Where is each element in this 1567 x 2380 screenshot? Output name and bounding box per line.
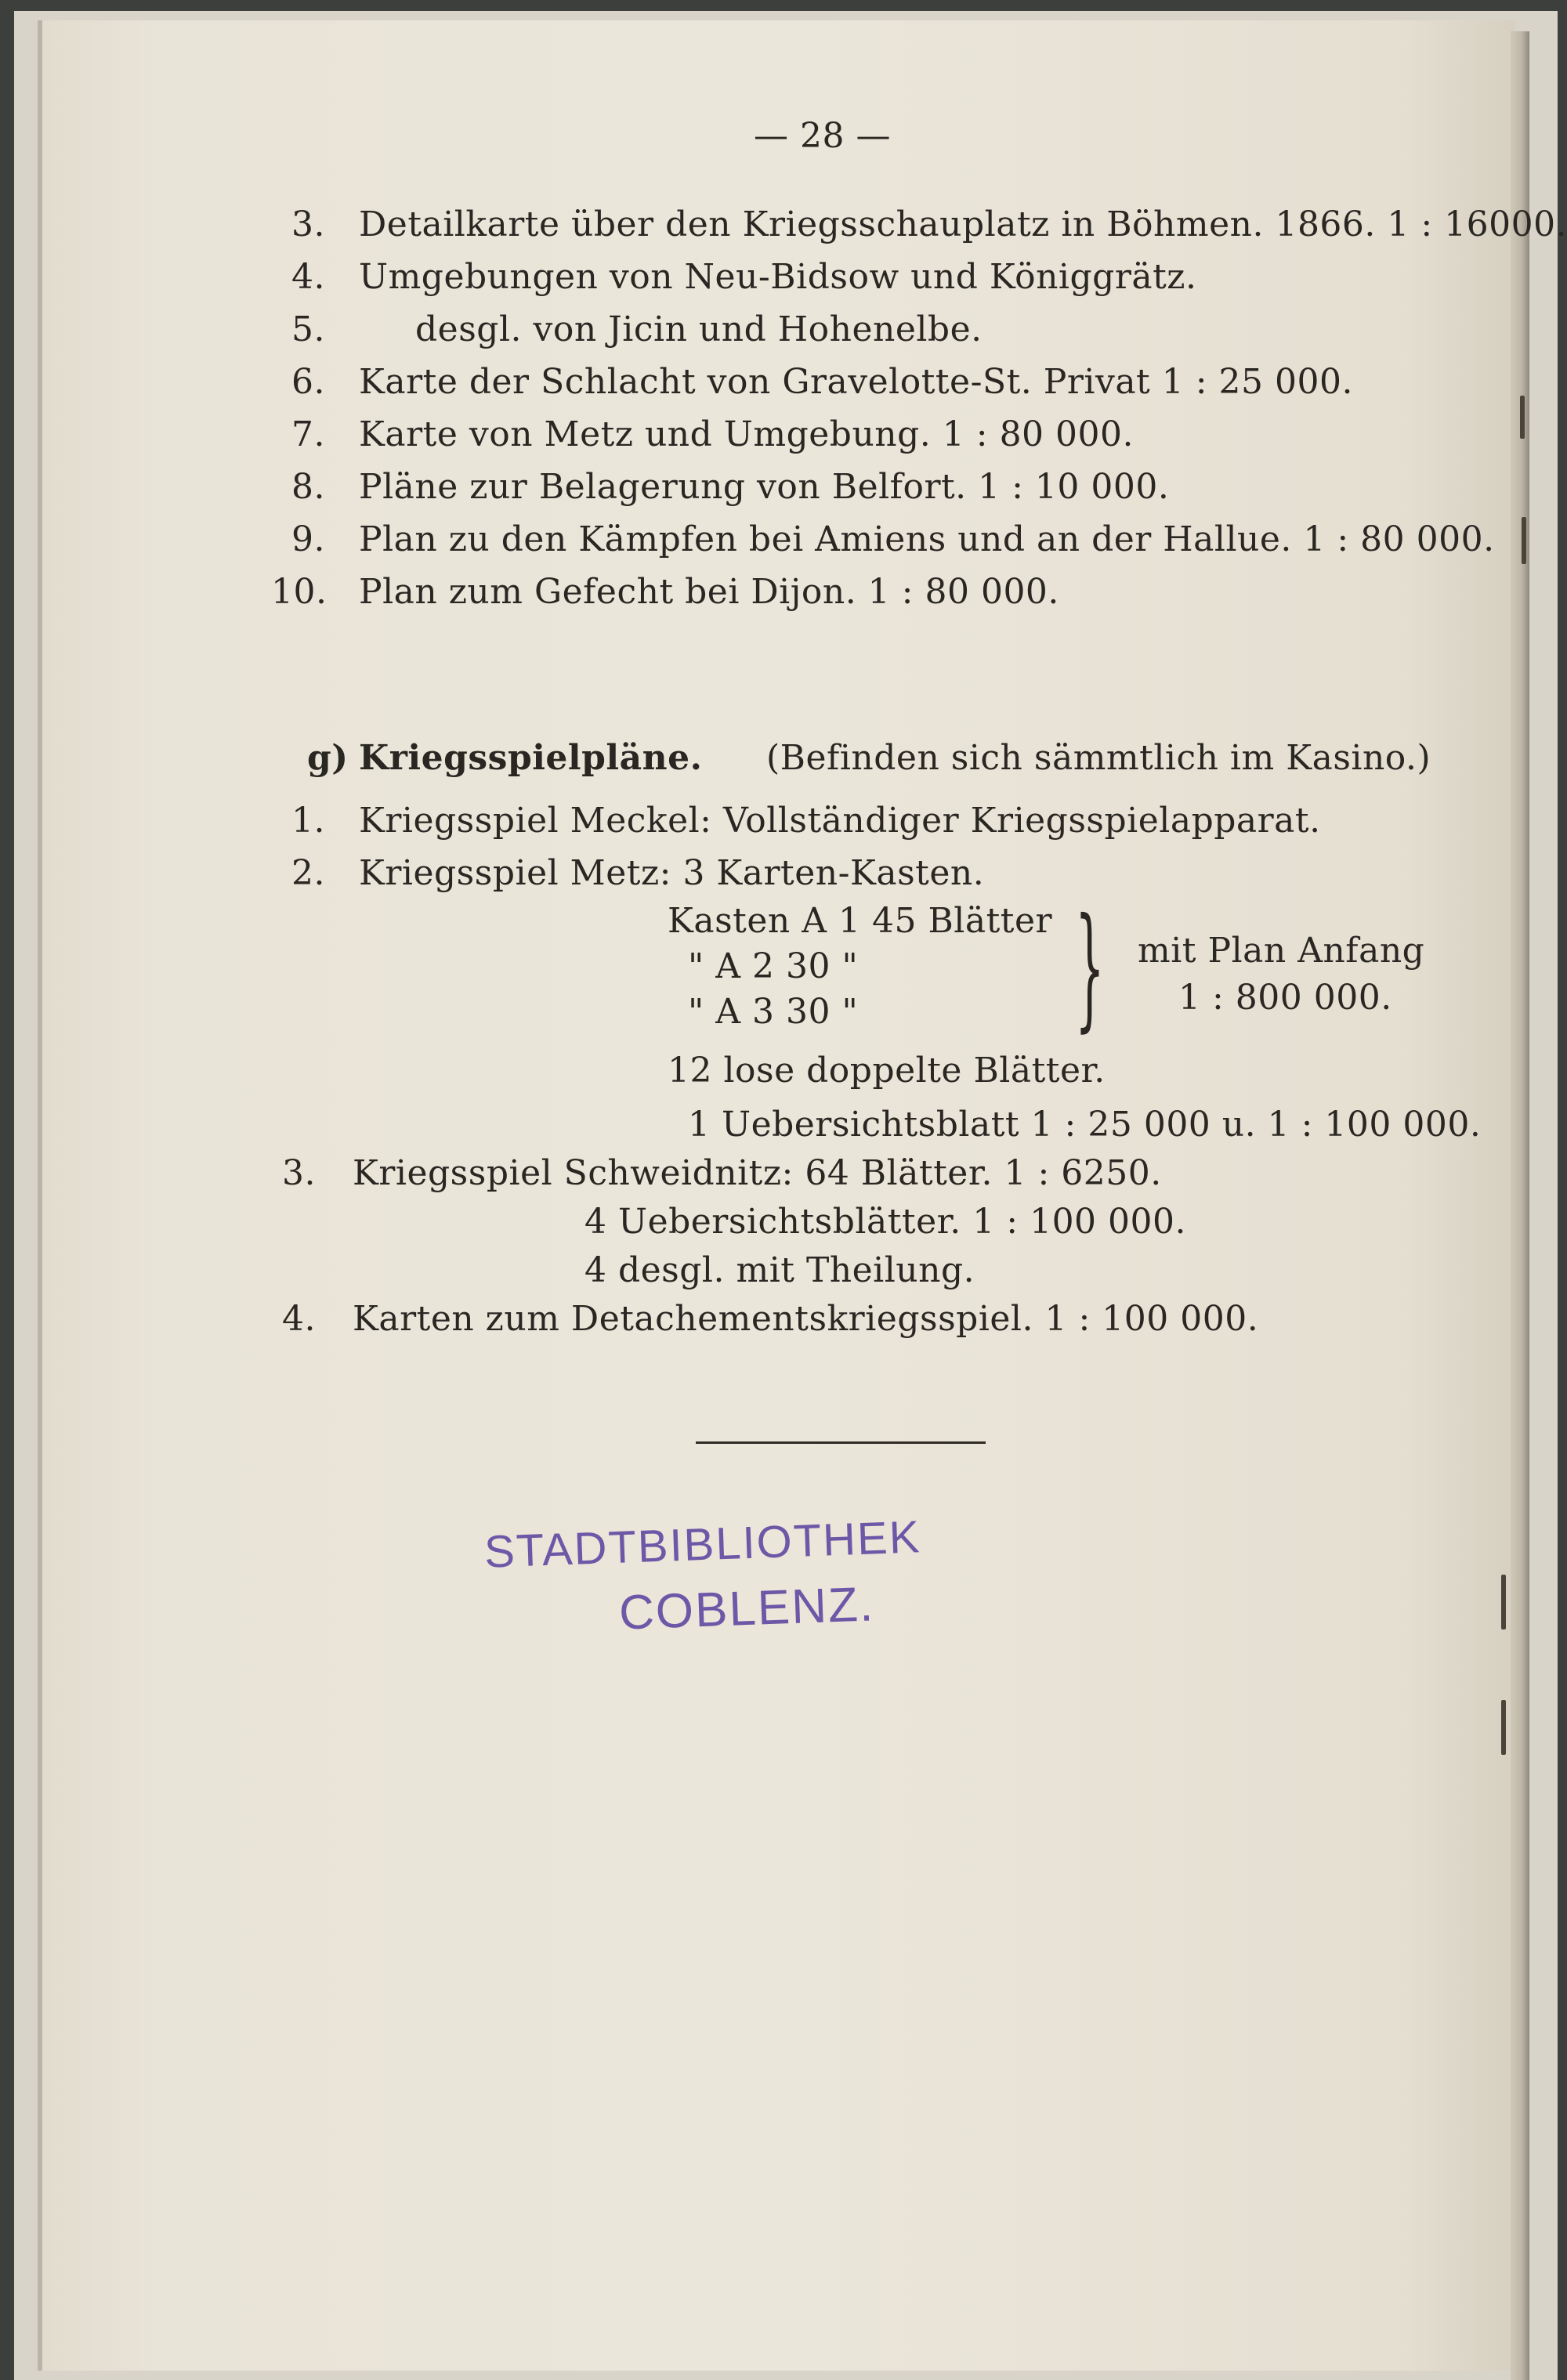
- list-item-number: 4.: [282, 1299, 316, 1339]
- section-note: (Befinden sich sämmtlich im Kasino.): [766, 738, 1431, 778]
- list-item-number: 8.: [291, 467, 325, 507]
- list-item-number: 3.: [282, 1153, 316, 1193]
- list-item-number: 7.: [291, 414, 325, 454]
- list-subitem: 4 desgl. mit Theilung.: [584, 1250, 975, 1290]
- edge-mark: [1520, 396, 1525, 439]
- kasten-row: Kasten A 1 45 Blätter: [668, 901, 1053, 941]
- section-divider: [696, 1441, 986, 1444]
- list-subitem: 1 Uebersichtsblatt 1 : 25 000 u. 1 : 100 000.: [688, 1105, 1482, 1145]
- library-stamp-line2: COBLENZ.: [617, 1577, 876, 1640]
- edge-mark: [1522, 517, 1526, 564]
- list-item-number: 5.: [291, 309, 325, 349]
- kasten-row: " A 3 30 ": [688, 992, 859, 1032]
- page-edge: [1511, 31, 1529, 2380]
- list-item-text: Karte von Metz und Umgebung. 1 : 80 000.: [359, 414, 1135, 454]
- list-item-text: Karten zum Detachementskriegsspiel. 1 : 100 000.: [353, 1299, 1259, 1339]
- list-item-text: Pläne zur Belagerung von Belfort. 1 : 10 000.: [359, 467, 1170, 507]
- list-item-number: 9.: [291, 519, 325, 559]
- section-letter: g): [307, 738, 349, 778]
- brace-note: mit Plan Anfang: [1138, 931, 1425, 971]
- list-item-text: Detailkarte über den Kriegsschauplatz in Böhmen. 1866. 1 : 16000.: [359, 204, 1567, 244]
- list-item-text: Plan zu den Kämpfen bei Amiens und an der Hallue. 1 : 80 000.: [359, 519, 1495, 559]
- list-item-number: 6.: [291, 362, 325, 402]
- edge-mark: [1501, 1575, 1506, 1629]
- brace-note: 1 : 800 000.: [1178, 978, 1392, 1018]
- section-title: Kriegsspielpläne.: [359, 738, 703, 778]
- list-subitem: 4 Uebersichtsblätter. 1 : 100 000.: [584, 1202, 1187, 1242]
- list-item-text: Plan zum Gefecht bei Dijon. 1 : 80 000.: [359, 572, 1059, 612]
- list-item-number: 3.: [291, 204, 325, 244]
- list-item-text: Kriegsspiel Schweidnitz: 64 Blätter. 1 : 6250.: [353, 1153, 1162, 1193]
- list-item-number: 2.: [291, 853, 325, 893]
- library-stamp-line1: STADTBIBLIOTHEK: [483, 1511, 922, 1578]
- list-item-text: Umgebungen von Neu-Bidsow und Königgrätz.: [359, 257, 1197, 297]
- list-subitem: 12 lose doppelte Blätter.: [668, 1051, 1106, 1091]
- list-item-text: Kriegsspiel Metz: 3 Karten-Kasten.: [359, 853, 985, 893]
- page-number: — 28 —: [754, 116, 891, 156]
- list-item-text: Karte der Schlacht von Gravelotte-St. Privat 1 : 25 000.: [359, 362, 1353, 402]
- brace: }: [1075, 890, 1105, 1045]
- edge-mark: [1501, 1700, 1506, 1755]
- list-item-number: 4.: [291, 257, 325, 297]
- list-item-text: Kriegsspiel Meckel: Vollständiger Kriegsspielapparat.: [359, 801, 1321, 841]
- list-item-number: 10.: [271, 572, 328, 612]
- list-item-text: desgl. von Jicin und Hohenelbe.: [415, 309, 983, 349]
- list-item-number: 1.: [291, 801, 325, 841]
- kasten-row: " A 2 30 ": [688, 946, 859, 986]
